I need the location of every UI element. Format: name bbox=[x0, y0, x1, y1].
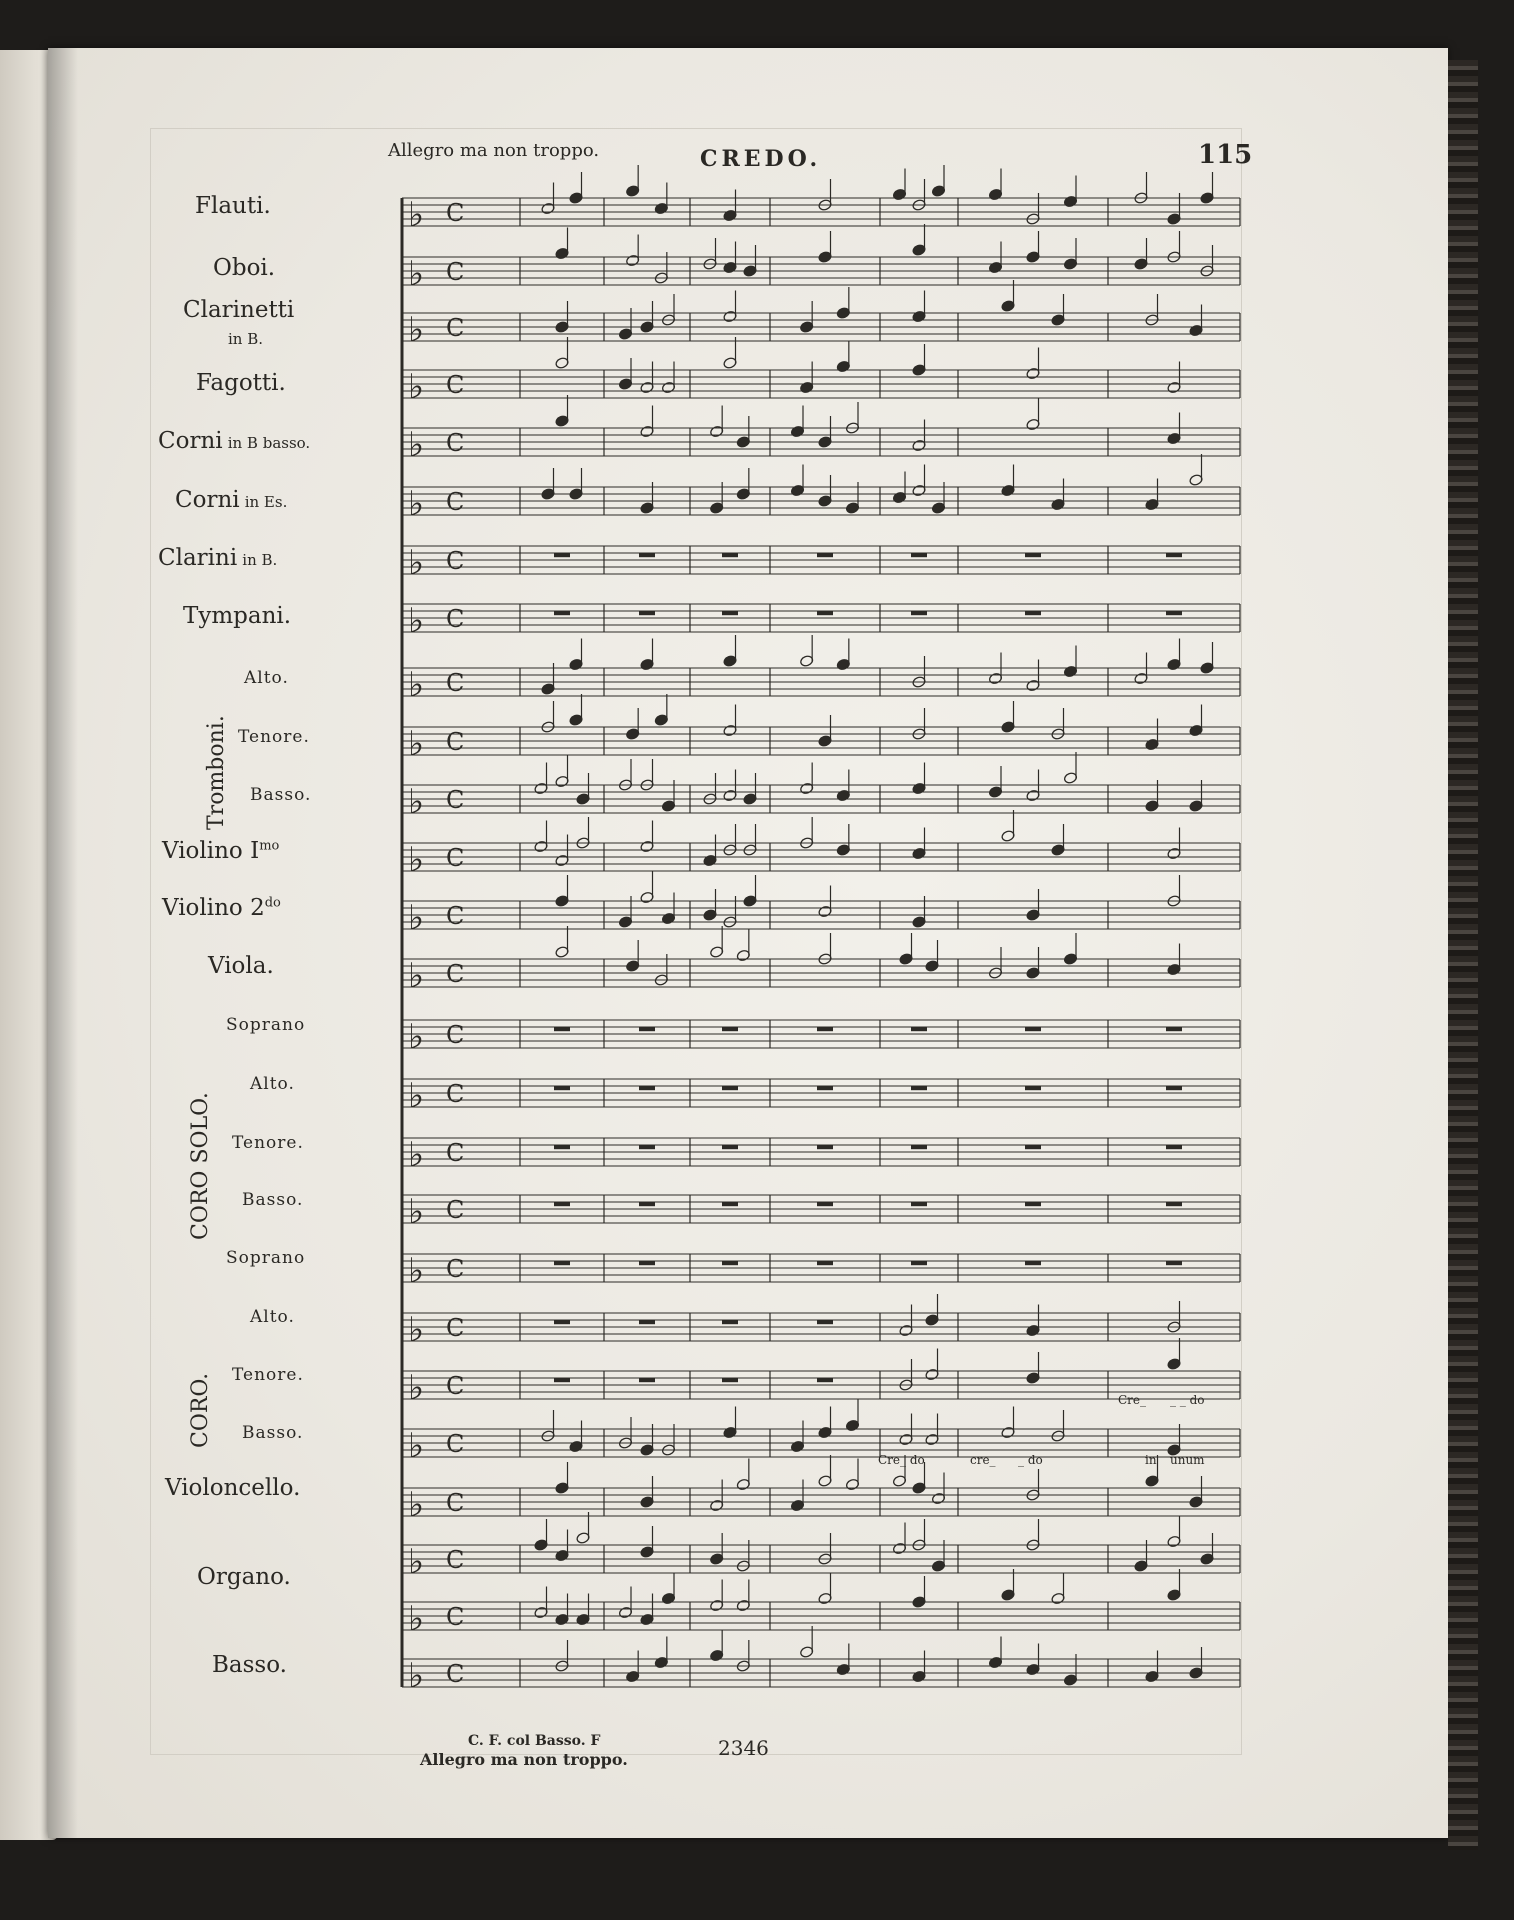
whole-rest-icon bbox=[911, 1202, 927, 1206]
whole-rest-icon bbox=[639, 1261, 655, 1265]
time-signature-icon: C bbox=[446, 960, 465, 988]
whole-rest-icon bbox=[639, 611, 655, 615]
whole-rest-icon bbox=[911, 1027, 927, 1031]
time-signature-icon: C bbox=[446, 1314, 465, 1342]
piece-title: CREDO. bbox=[700, 146, 822, 172]
clef-icon: ♭ bbox=[408, 1485, 425, 1525]
label-coro-tenore: Tenore. bbox=[232, 1365, 304, 1385]
label-solo-soprano: Soprano bbox=[226, 1015, 306, 1035]
whole-rest-icon bbox=[639, 1086, 655, 1090]
whole-rest-icon bbox=[1025, 553, 1041, 557]
whole-rest-icon bbox=[722, 611, 738, 615]
label-trombone-tenore: Tenore. bbox=[238, 727, 310, 747]
label-organo: Organo. bbox=[197, 1564, 291, 1590]
lyric: _ _ do bbox=[1170, 1393, 1205, 1407]
lyric: cre_ bbox=[970, 1453, 996, 1467]
time-signature-icon: C bbox=[446, 1196, 465, 1224]
clef-icon: ♭ bbox=[408, 782, 425, 822]
clef-icon: ♭ bbox=[408, 254, 425, 294]
whole-rest-icon bbox=[817, 1261, 833, 1265]
col-basso-marking: C. F. col Basso. F bbox=[468, 1733, 601, 1749]
whole-rest-icon bbox=[1025, 1202, 1041, 1206]
label-tympani: Tympani. bbox=[183, 603, 292, 629]
whole-rest-icon bbox=[554, 611, 570, 615]
time-signature-icon: C bbox=[446, 786, 465, 814]
whole-rest-icon bbox=[639, 1378, 655, 1382]
whole-rest-icon bbox=[639, 1320, 655, 1324]
label-coro-alto: Alto. bbox=[250, 1307, 295, 1327]
time-signature-icon: C bbox=[446, 314, 465, 342]
whole-rest-icon bbox=[911, 1086, 927, 1090]
clef-icon: ♭ bbox=[408, 601, 425, 641]
time-signature-icon: C bbox=[446, 1372, 465, 1400]
whole-rest-icon bbox=[1166, 611, 1182, 615]
whole-rest-icon bbox=[817, 1202, 833, 1206]
time-signature-icon: C bbox=[446, 371, 465, 399]
whole-rest-icon bbox=[554, 1202, 570, 1206]
time-signature-icon: C bbox=[446, 902, 465, 930]
label-coro-basso: Basso. bbox=[242, 1423, 304, 1443]
whole-rest-icon bbox=[817, 1145, 833, 1149]
clef-icon: ♭ bbox=[408, 1599, 425, 1639]
time-signature-icon: C bbox=[446, 1080, 465, 1108]
whole-rest-icon bbox=[554, 1145, 570, 1149]
label-corni-es: Corni in Es. bbox=[175, 487, 288, 513]
lyric: Cre_ bbox=[1118, 1393, 1147, 1407]
whole-rest-icon bbox=[911, 1145, 927, 1149]
label-trombone-alto: Alto. bbox=[244, 668, 289, 688]
whole-rest-icon bbox=[639, 1027, 655, 1031]
clef-icon: ♭ bbox=[408, 840, 425, 880]
label-basso: Basso. bbox=[212, 1652, 287, 1678]
whole-rest-icon bbox=[817, 611, 833, 615]
label-coro-group: CORO. bbox=[188, 1372, 213, 1448]
clef-icon: ♭ bbox=[408, 956, 425, 996]
clef-icon: ♭ bbox=[408, 367, 425, 407]
whole-rest-icon bbox=[1166, 1261, 1182, 1265]
whole-rest-icon bbox=[1025, 1086, 1041, 1090]
time-signature-icon: C bbox=[446, 258, 465, 286]
whole-rest-icon bbox=[722, 1145, 738, 1149]
clef-icon: ♭ bbox=[408, 1368, 425, 1408]
time-signature-icon: C bbox=[446, 488, 465, 516]
time-signature-icon: C bbox=[446, 605, 465, 633]
label-solo-basso: Basso. bbox=[242, 1190, 304, 1210]
whole-rest-icon bbox=[554, 1320, 570, 1324]
clef-icon: ♭ bbox=[408, 1542, 425, 1582]
clef-icon: ♭ bbox=[408, 1017, 425, 1057]
whole-rest-icon bbox=[722, 1320, 738, 1324]
label-solo-alto: Alto. bbox=[250, 1074, 295, 1094]
label-flauti: Flauti. bbox=[195, 193, 271, 219]
whole-rest-icon bbox=[817, 553, 833, 557]
clef-icon: ♭ bbox=[408, 543, 425, 583]
whole-rest-icon bbox=[1166, 1086, 1182, 1090]
label-violoncello: Violoncello. bbox=[165, 1475, 301, 1501]
time-signature-icon: C bbox=[446, 1430, 465, 1458]
time-signature-icon: C bbox=[446, 1603, 465, 1631]
whole-rest-icon bbox=[1166, 1202, 1182, 1206]
clef-icon: ♭ bbox=[408, 1135, 425, 1175]
time-signature-icon: C bbox=[446, 669, 465, 697]
whole-rest-icon bbox=[554, 1027, 570, 1031]
whole-rest-icon bbox=[722, 1027, 738, 1031]
clef-icon: ♭ bbox=[408, 484, 425, 524]
time-signature-icon: C bbox=[446, 547, 465, 575]
label-coro-solo-group: CORO SOLO. bbox=[188, 1092, 213, 1240]
lyric: in bbox=[1145, 1453, 1157, 1467]
label-clarinetti-key: in B. bbox=[228, 330, 264, 348]
whole-rest-icon bbox=[639, 553, 655, 557]
whole-rest-icon bbox=[911, 553, 927, 557]
whole-rest-icon bbox=[1025, 611, 1041, 615]
whole-rest-icon bbox=[554, 1378, 570, 1382]
whole-rest-icon bbox=[722, 1378, 738, 1382]
whole-rest-icon bbox=[817, 1378, 833, 1382]
whole-rest-icon bbox=[1166, 553, 1182, 557]
time-signature-icon: C bbox=[446, 844, 465, 872]
time-signature-icon: C bbox=[446, 1021, 465, 1049]
clef-icon: ♭ bbox=[408, 310, 425, 350]
time-signature-icon: C bbox=[446, 429, 465, 457]
label-violino-2: Violino $2^{do}$ bbox=[162, 895, 281, 921]
label-clarinetti: Clarinetti bbox=[183, 297, 295, 323]
whole-rest-icon bbox=[1166, 1027, 1182, 1031]
whole-rest-icon bbox=[639, 1145, 655, 1149]
time-signature-icon: C bbox=[446, 1546, 465, 1574]
whole-rest-icon bbox=[722, 553, 738, 557]
clef-icon: ♭ bbox=[408, 898, 425, 938]
label-violino-1: Violino $I^{mo}$ bbox=[162, 838, 280, 864]
time-signature-icon: C bbox=[446, 1660, 465, 1688]
time-signature-icon: C bbox=[446, 728, 465, 756]
clef-icon: ♭ bbox=[408, 195, 425, 235]
tempo-marking-top: Allegro ma non troppo. bbox=[388, 140, 600, 161]
whole-rest-icon bbox=[554, 1261, 570, 1265]
clef-icon: ♭ bbox=[408, 1076, 425, 1116]
whole-rest-icon bbox=[722, 1086, 738, 1090]
lyric: unum bbox=[1170, 1453, 1205, 1467]
clef-icon: ♭ bbox=[408, 425, 425, 465]
label-solo-tenore: Tenore. bbox=[232, 1133, 304, 1153]
whole-rest-icon bbox=[817, 1027, 833, 1031]
label-trombone-basso: Basso. bbox=[250, 785, 312, 805]
whole-rest-icon bbox=[554, 553, 570, 557]
time-signature-icon: C bbox=[446, 1255, 465, 1283]
plate-number: 2346 bbox=[718, 1736, 769, 1760]
clef-icon: ♭ bbox=[408, 1426, 425, 1466]
lyric: Cre_ do bbox=[878, 1453, 925, 1467]
clef-icon: ♭ bbox=[408, 665, 425, 705]
clef-icon: ♭ bbox=[408, 724, 425, 764]
whole-rest-icon bbox=[1025, 1145, 1041, 1149]
clef-icon: ♭ bbox=[408, 1251, 425, 1291]
clef-icon: ♭ bbox=[408, 1656, 425, 1696]
label-clarini: Clarini in B. bbox=[158, 545, 278, 571]
time-signature-icon: C bbox=[446, 199, 465, 227]
whole-rest-icon bbox=[639, 1202, 655, 1206]
page-number: 115 bbox=[1198, 140, 1253, 170]
label-viola: Viola. bbox=[208, 953, 274, 979]
label-fagotti: Fagotti. bbox=[196, 370, 286, 396]
whole-rest-icon bbox=[1025, 1027, 1041, 1031]
label-tromboni-group: Tromboni. bbox=[204, 715, 229, 830]
clef-icon: ♭ bbox=[408, 1192, 425, 1232]
tempo-marking-bottom: Allegro ma non troppo. bbox=[420, 1750, 628, 1769]
lyric: _ do bbox=[1018, 1453, 1043, 1467]
label-coro-soprano: Soprano bbox=[226, 1248, 306, 1268]
whole-rest-icon bbox=[722, 1261, 738, 1265]
time-signature-icon: C bbox=[446, 1139, 465, 1167]
label-corni-b: Corni in B basso. bbox=[158, 428, 311, 454]
whole-rest-icon bbox=[554, 1086, 570, 1090]
whole-rest-icon bbox=[1166, 1145, 1182, 1149]
whole-rest-icon bbox=[722, 1202, 738, 1206]
label-oboi: Oboi. bbox=[213, 255, 276, 281]
whole-rest-icon bbox=[911, 611, 927, 615]
whole-rest-icon bbox=[1025, 1261, 1041, 1265]
whole-rest-icon bbox=[817, 1086, 833, 1090]
whole-rest-icon bbox=[911, 1261, 927, 1265]
time-signature-icon: C bbox=[446, 1489, 465, 1517]
clef-icon: ♭ bbox=[408, 1310, 425, 1350]
whole-rest-icon bbox=[817, 1320, 833, 1324]
